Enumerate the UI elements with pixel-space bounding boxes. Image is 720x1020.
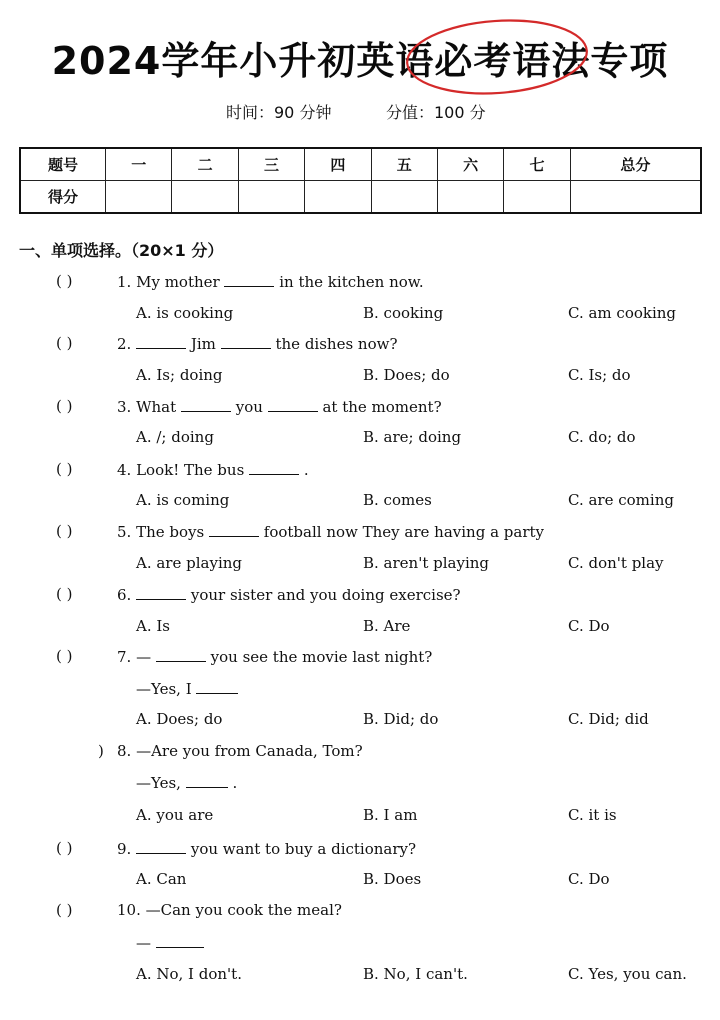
stem-text: Look! The bus bbox=[136, 461, 245, 479]
option-b[interactable]: B. Did; do bbox=[363, 710, 439, 728]
stem-text: you bbox=[235, 398, 263, 416]
option-b[interactable]: B. aren't playing bbox=[363, 554, 490, 572]
question-stem bbox=[117, 839, 416, 858]
stem-text: your sister and you doing exercise? bbox=[190, 586, 461, 604]
option-b[interactable]: B. comes bbox=[363, 491, 432, 509]
answer-bracket[interactable]: ( ) bbox=[56, 522, 73, 540]
option-b[interactable]: B. are; doing bbox=[363, 428, 462, 446]
score-cell[interactable] bbox=[437, 181, 503, 214]
question-stem bbox=[117, 522, 544, 541]
option-a[interactable]: A. Is bbox=[136, 617, 170, 635]
answer-blank[interactable] bbox=[136, 585, 186, 600]
answer-bracket[interactable]: ) bbox=[98, 742, 104, 760]
score-col-6: 六 bbox=[437, 148, 503, 181]
answer-blank[interactable] bbox=[224, 272, 274, 287]
option-c[interactable]: C. Do bbox=[568, 870, 610, 888]
score-row-label: 得分 bbox=[20, 181, 106, 214]
stem-text: —Are you from Canada, Tom? bbox=[136, 742, 363, 760]
option-b[interactable]: B. cooking bbox=[363, 304, 444, 322]
option-a[interactable]: A. Does; do bbox=[136, 710, 223, 728]
question-stem bbox=[117, 272, 424, 291]
answer-bracket[interactable]: ( ) bbox=[56, 272, 73, 290]
exam-score-total: 分值：100 分 bbox=[386, 103, 486, 122]
score-cell[interactable] bbox=[371, 181, 437, 214]
question-number: 9. bbox=[117, 840, 137, 858]
option-a[interactable]: A. is coming bbox=[136, 491, 230, 509]
question-number: 4. bbox=[117, 461, 137, 479]
question-number: 1. bbox=[117, 273, 137, 291]
dialogue-text: —Yes, I bbox=[136, 680, 192, 698]
stem-text: My mother bbox=[136, 273, 220, 291]
option-c[interactable]: C. Do bbox=[568, 617, 610, 635]
answer-blank[interactable] bbox=[136, 839, 186, 854]
option-c[interactable]: C. Yes, you can. bbox=[568, 965, 687, 983]
option-a[interactable]: A. No, I don't. bbox=[136, 965, 242, 983]
option-c[interactable]: C. do; do bbox=[568, 428, 636, 446]
question-number: 8. bbox=[117, 742, 137, 760]
score-table bbox=[19, 147, 702, 214]
stem-text: . bbox=[303, 461, 309, 479]
question-stem bbox=[117, 334, 398, 353]
option-c[interactable]: C. are coming bbox=[568, 491, 674, 509]
exam-time: 时间：90 分钟 bbox=[226, 103, 332, 122]
option-c[interactable]: C. Did; did bbox=[568, 710, 649, 728]
option-c[interactable]: C. it is bbox=[568, 806, 617, 824]
score-col-total: 总分 bbox=[570, 148, 701, 181]
dialogue-line bbox=[136, 679, 238, 698]
answer-blank[interactable] bbox=[268, 397, 318, 412]
stem-text: you want to buy a dictionary? bbox=[190, 840, 417, 858]
score-col-4: 四 bbox=[305, 148, 371, 181]
section-heading: 一、单项选择。（20×1 分） bbox=[19, 241, 224, 260]
stem-text: The boys bbox=[136, 523, 205, 541]
option-c[interactable]: C. don't play bbox=[568, 554, 664, 572]
stem-text: — bbox=[136, 648, 152, 666]
option-a[interactable]: A. /; doing bbox=[136, 428, 214, 446]
option-b[interactable]: B. Are bbox=[363, 617, 411, 635]
stem-text: football now They are having a party bbox=[263, 523, 545, 541]
dialogue-text: —Yes, bbox=[136, 774, 181, 792]
question-stem bbox=[117, 742, 363, 760]
score-cell[interactable] bbox=[305, 181, 371, 214]
score-table-score-row bbox=[20, 181, 701, 214]
score-cell[interactable] bbox=[504, 181, 570, 214]
answer-blank[interactable] bbox=[209, 522, 259, 537]
score-col-2: 二 bbox=[172, 148, 238, 181]
score-col-7: 七 bbox=[504, 148, 570, 181]
option-a[interactable]: A. Is; doing bbox=[136, 366, 223, 384]
question-number: 2. bbox=[117, 335, 137, 353]
dialogue-line bbox=[136, 773, 237, 792]
option-b[interactable]: B. I am bbox=[363, 806, 418, 824]
score-col-1: 一 bbox=[106, 148, 172, 181]
option-c[interactable]: C. am cooking bbox=[568, 304, 677, 322]
answer-bracket[interactable]: ( ) bbox=[56, 839, 73, 857]
question-number: 3. bbox=[117, 398, 137, 416]
score-cell[interactable] bbox=[238, 181, 304, 214]
answer-blank[interactable] bbox=[249, 460, 299, 475]
question-stem bbox=[117, 647, 432, 666]
option-a[interactable]: A. Can bbox=[136, 870, 187, 888]
option-b[interactable]: B. Does; do bbox=[363, 366, 450, 384]
answer-blank[interactable] bbox=[196, 679, 238, 694]
answer-bracket[interactable]: ( ) bbox=[56, 334, 73, 352]
stem-text: you see the movie last night? bbox=[210, 648, 433, 666]
question-number: 5. bbox=[117, 523, 137, 541]
option-a[interactable]: A. you are bbox=[136, 806, 214, 824]
question-stem bbox=[117, 901, 342, 919]
answer-blank[interactable] bbox=[186, 773, 228, 788]
score-col-3: 三 bbox=[238, 148, 304, 181]
dialogue-line bbox=[136, 933, 204, 952]
option-a[interactable]: A. is cooking bbox=[136, 304, 234, 322]
question-number: 6. bbox=[117, 586, 137, 604]
score-cell[interactable] bbox=[172, 181, 238, 214]
option-b[interactable]: B. No, I can't. bbox=[363, 965, 468, 983]
answer-blank[interactable] bbox=[156, 647, 206, 662]
question-number: 10. bbox=[117, 901, 146, 919]
option-a[interactable]: A. are playing bbox=[136, 554, 243, 572]
stem-text: in the kitchen now. bbox=[279, 273, 424, 291]
score-col-label: 题号 bbox=[20, 148, 106, 181]
answer-bracket[interactable]: ( ) bbox=[56, 397, 73, 415]
question-stem bbox=[117, 397, 442, 416]
stem-text: at the moment? bbox=[322, 398, 442, 416]
option-c[interactable]: C. Is; do bbox=[568, 366, 631, 384]
answer-bracket[interactable]: ( ) bbox=[56, 585, 73, 603]
dialogue-text: — bbox=[136, 934, 151, 952]
score-cell[interactable] bbox=[106, 181, 172, 214]
question-number: 7. bbox=[117, 648, 137, 666]
option-b[interactable]: B. Does bbox=[363, 870, 422, 888]
answer-blank[interactable] bbox=[136, 334, 186, 349]
stem-text: Jim bbox=[190, 335, 216, 353]
score-table-header-row bbox=[20, 148, 701, 181]
question-stem bbox=[117, 460, 309, 479]
dialogue-text: . bbox=[232, 774, 238, 792]
score-col-5: 五 bbox=[371, 148, 437, 181]
answer-blank[interactable] bbox=[221, 334, 271, 349]
stem-text: —Can you cook the meal? bbox=[145, 901, 342, 919]
answer-bracket[interactable]: ( ) bbox=[56, 460, 73, 478]
question-stem bbox=[117, 585, 461, 604]
stem-text: the dishes now? bbox=[275, 335, 398, 353]
answer-blank[interactable] bbox=[181, 397, 231, 412]
answer-blank[interactable] bbox=[156, 933, 204, 948]
answer-bracket[interactable]: ( ) bbox=[56, 901, 73, 919]
stem-text: What bbox=[136, 398, 177, 416]
exam-title: 2024学年小升初英语必考语法专项 bbox=[51, 39, 669, 83]
answer-bracket[interactable]: ( ) bbox=[56, 647, 73, 665]
score-cell[interactable] bbox=[570, 181, 701, 214]
